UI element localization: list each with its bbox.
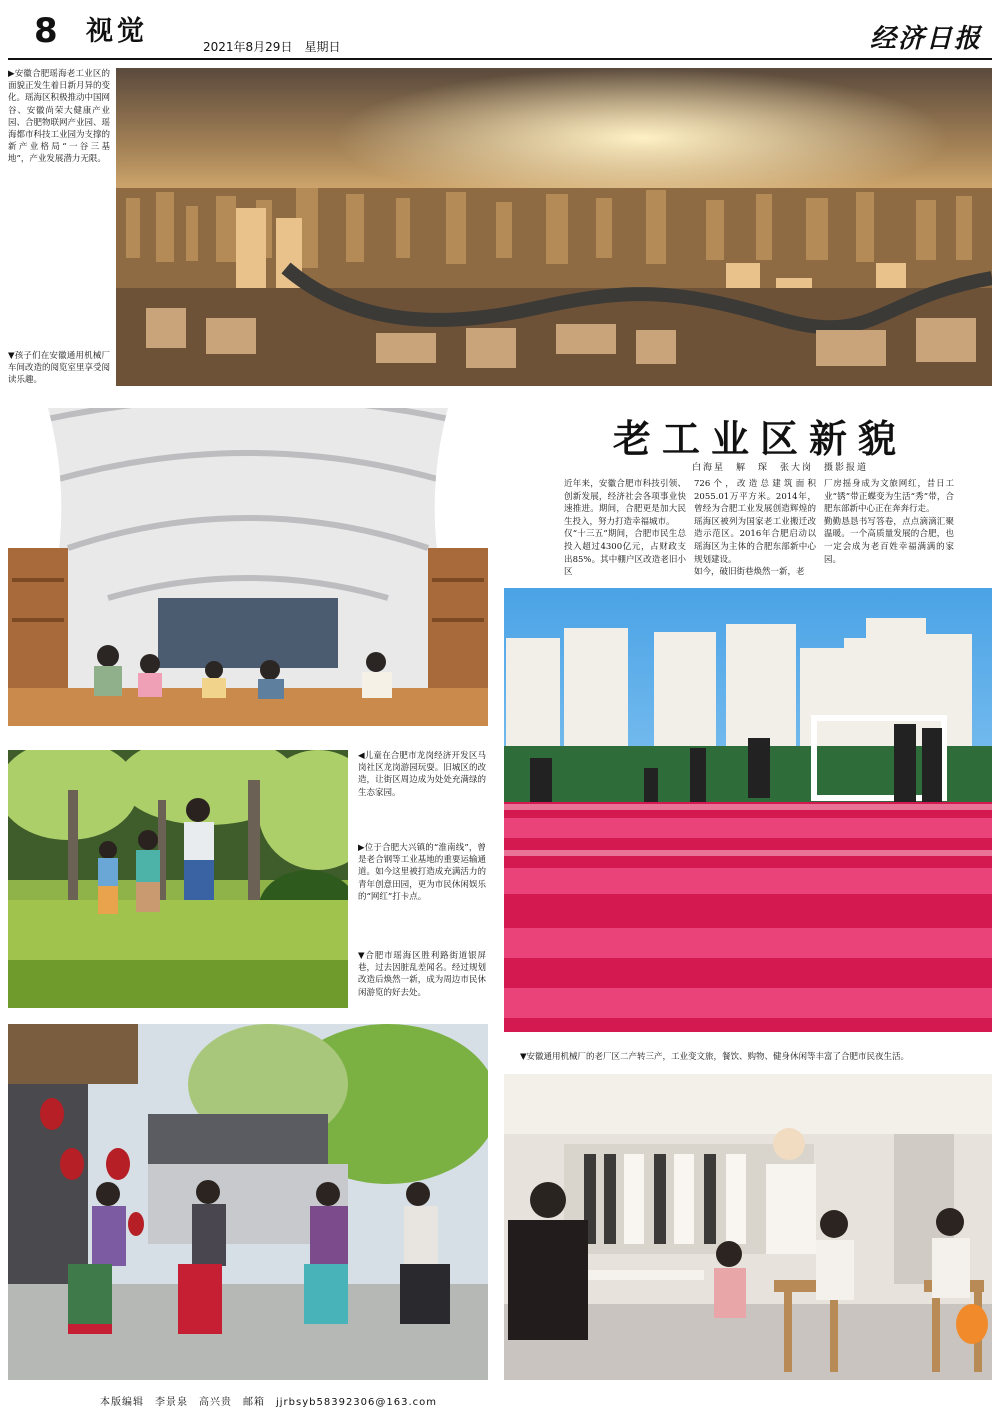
- caption-flowers: ▶位于合肥大兴镇的“淮南线”，曾是老合钢等工业基地的重要运输通道。如今这里被打造成充满活力的青年创意田园，更为市民休闲娱乐的“网红”打卡点。: [358, 843, 486, 902]
- article-column-3: 厂房摇身成为文旅网红，昔日工业“锈”带正蝶变为生活“秀”带，合肥东部新中心正在奔奔行走。 勤勤恳恳书写答卷，点点滴滴汇聚温暖。一个高质量发展的合肥，也一定会成为老百姓幸福满满的家园。: [824, 479, 954, 565]
- caption-city: ▶安徽合肥瑶海老工业区的面貌正发生着日新月异的变化。瑶海区积极推动中国网谷、安徽尚荣大健康产业园、合肥物联网产业园、瑶海都市科技工业园为支撑的新产业格局“一谷三基地”，产业发展潜力无限。: [8, 69, 111, 165]
- caption-children: ◀儿童在合肥市龙岗经济开发区马岗社区龙岗游园玩耍。旧城区的改造，让街区周边成为处处充满绿的生态家园。: [358, 751, 486, 798]
- caption-library: ▼孩子们在安徽通用机械厂车间改造的阅览室里享受阅读乐趣。: [8, 351, 111, 386]
- article-headline: 老工业区新貌: [612, 417, 907, 461]
- photo-library-reading: [8, 408, 488, 726]
- page-number: 8: [34, 11, 58, 51]
- photo-flower-field: [504, 588, 992, 1032]
- caption-street: ▼合肥市瑶海区胜利路街道银屏巷，过去因脏乱差闻名。经过规划改造后焕然一新，成为周边市民休闲游览的好去处。: [358, 951, 486, 998]
- article-column-1: 近年来，安徽合肥市科技引领、创新发展，经济社会各项事业快速推进。期间，合肥更是加大民生投入，努力打造幸福城市。 仅“十三五”期间，合肥市民生总投入超过4300亿元，占财政支出85%。其中棚户区改造老旧小区: [564, 479, 686, 578]
- caption-shop: ▼安徽通用机械厂的老厂区二产转三产，工业变文旅，餐饮、购物、健身休闲等丰富了合肥市民夜生活。: [520, 1052, 910, 1062]
- paper-masthead: 经济日报: [869, 24, 982, 54]
- photo-shop-family: [504, 1074, 992, 1380]
- article-byline: 白海星 解 琛 张大岗 摄影报道: [691, 463, 868, 473]
- photo-city-skyline: [116, 68, 992, 386]
- section-title: 视觉: [86, 16, 148, 47]
- photo-street-mothers: [8, 1024, 488, 1380]
- article-column-2: 726个，改造总建筑面积2055.01万平方米。2014年，曾经为合肥工业发展创造辉煌的瑶海区被列为国家老工业搬迁改造示范区。2016年合肥启动以瑶海区为主体的合肥东部新中心规划建设。 如今，破旧街巷焕然一新，老: [694, 479, 816, 578]
- header-rule: [8, 58, 992, 60]
- issue-date: 2021年8月29日 星期日: [203, 40, 341, 54]
- photo-children-park: [8, 750, 348, 1008]
- page-footer-editors: 本版编辑 李景泉 高兴贵 邮箱 jjrbsyb58392306@163.com: [100, 1397, 438, 1408]
